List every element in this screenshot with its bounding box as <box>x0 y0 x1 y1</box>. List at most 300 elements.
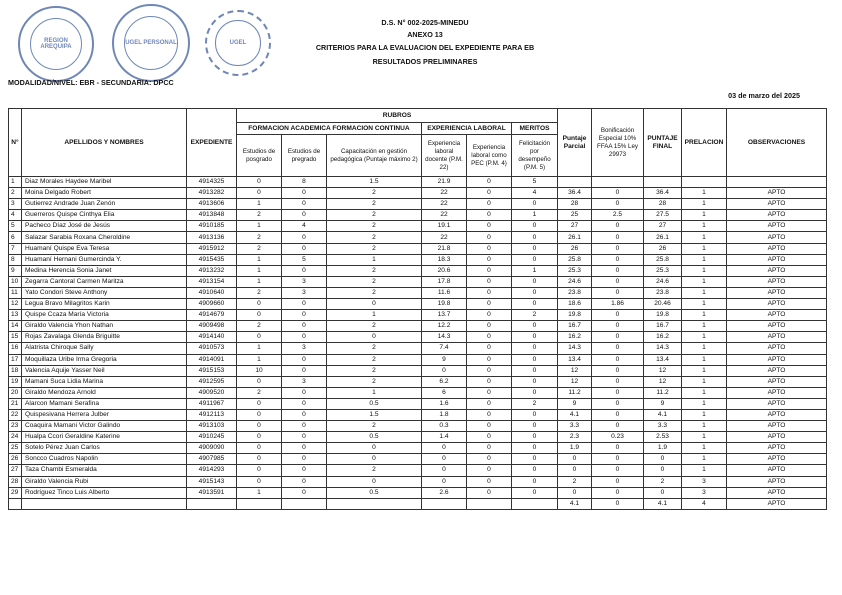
cell-parcial: 23.8 <box>558 287 592 298</box>
cell-expediente: 4913282 <box>187 188 237 199</box>
cell-observaciones: APTO <box>727 365 827 376</box>
cell-capacitacion: 2 <box>327 365 422 376</box>
cell-final: 27 <box>644 221 682 232</box>
cell-posgrado: 0 <box>237 398 282 409</box>
cell-bonificacion: 0 <box>592 465 644 476</box>
cell-parcial: 25.3 <box>558 265 592 276</box>
cell-felicitacion: 0 <box>512 421 558 432</box>
cell-prelacion: 1 <box>682 443 727 454</box>
table-row <box>9 265 827 276</box>
table-row <box>9 321 827 332</box>
table-row <box>9 343 827 354</box>
table-row <box>9 443 827 454</box>
cell-pregrado: 0 <box>282 299 327 310</box>
cell-felicitacion: 4 <box>512 188 558 199</box>
cell-exp-docente: 14.3 <box>422 332 467 343</box>
cell-capacitacion: 2 <box>327 232 422 243</box>
cell-expediente: 4910185 <box>187 221 237 232</box>
cell-felicitacion: 0 <box>512 365 558 376</box>
cell-exp-docente: 13.7 <box>422 310 467 321</box>
cell-capacitacion <box>327 498 422 509</box>
cell-observaciones: APTO <box>727 432 827 443</box>
cell-observaciones: APTO <box>727 387 827 398</box>
cell-posgrado: 2 <box>237 387 282 398</box>
table-row <box>9 387 827 398</box>
cell-observaciones: APTO <box>727 443 827 454</box>
cell-bonificacion: 0 <box>592 354 644 365</box>
cell-parcial: 18.6 <box>558 299 592 310</box>
cell-bonificacion: 0 <box>592 254 644 265</box>
cell-prelacion: 1 <box>682 432 727 443</box>
cell-name: Quispesivana Herrera Julber <box>22 409 187 420</box>
cell-pregrado: 0 <box>282 332 327 343</box>
table-row <box>9 210 827 221</box>
annex-title: ANEXO 13 <box>407 30 443 39</box>
cell-observaciones: APTO <box>727 265 827 276</box>
cell-exp-pec: 0 <box>467 376 512 387</box>
cell-observaciones: APTO <box>727 287 827 298</box>
cell-felicitacion <box>512 498 558 509</box>
cell-felicitacion: 1 <box>512 210 558 221</box>
cell-posgrado: 0 <box>237 465 282 476</box>
cell-exp-docente: 1.6 <box>422 398 467 409</box>
cell-name: Legua Bravo Milagritos Karin <box>22 299 187 310</box>
cell-exp-pec: 0 <box>467 443 512 454</box>
cell-num: 28 <box>9 476 22 487</box>
cell-pregrado: 0 <box>282 387 327 398</box>
cell-name: Soncco Cuadros Napolin <box>22 454 187 465</box>
cell-bonificacion: 0 <box>592 332 644 343</box>
cell-prelacion: 1 <box>682 365 727 376</box>
cell-pregrado: 0 <box>282 432 327 443</box>
ugel-stamp <box>112 4 190 82</box>
cell-exp-pec: 0 <box>467 210 512 221</box>
cell-posgrado: 2 <box>237 243 282 254</box>
cell-observaciones: APTO <box>727 310 827 321</box>
cell-final: 28 <box>644 199 682 210</box>
cell-exp-docente: 6.2 <box>422 376 467 387</box>
cell-bonificacion: 0 <box>592 421 644 432</box>
cell-expediente: 4909520 <box>187 387 237 398</box>
cell-posgrado: 0 <box>237 188 282 199</box>
cell-num: 12 <box>9 299 22 310</box>
cell-name: Hualpa Ccori Geraldine Katerine <box>22 432 187 443</box>
cell-felicitacion: 0 <box>512 254 558 265</box>
cell-expediente: 4914091 <box>187 354 237 365</box>
cell-num: 17 <box>9 354 22 365</box>
table-row <box>9 177 827 188</box>
cell-prelacion: 1 <box>682 387 727 398</box>
cell-bonificacion: 0 <box>592 221 644 232</box>
col-header-prelacion: PRELACION <box>682 109 727 177</box>
cell-observaciones: APTO <box>727 254 827 265</box>
results-table <box>8 108 827 510</box>
cell-num: 7 <box>9 243 22 254</box>
cell-capacitacion: 2 <box>327 343 422 354</box>
cell-pregrado: 0 <box>282 398 327 409</box>
cell-exp-docente: 9 <box>422 354 467 365</box>
cell-posgrado: 0 <box>237 443 282 454</box>
cell-parcial <box>558 177 592 188</box>
cell-expediente: 4913606 <box>187 199 237 210</box>
cell-name: Alatrista Chiroque Sally <box>22 343 187 354</box>
cell-pregrado: 3 <box>282 287 327 298</box>
cell-exp-docente: 17.8 <box>422 276 467 287</box>
cell-felicitacion: 0 <box>512 487 558 498</box>
cell-parcial: 36.4 <box>558 188 592 199</box>
cell-capacitacion: 2 <box>327 221 422 232</box>
cell-felicitacion: 0 <box>512 199 558 210</box>
cell-final: 20.46 <box>644 299 682 310</box>
cell-posgrado: 1 <box>237 221 282 232</box>
cell-felicitacion: 2 <box>512 398 558 409</box>
cell-name: Huamaní Quispe Eva Teresa <box>22 243 187 254</box>
cell-exp-pec: 0 <box>467 454 512 465</box>
cell-pregrado <box>282 498 327 509</box>
cell-bonificacion: 0 <box>592 398 644 409</box>
cell-observaciones: APTO <box>727 332 827 343</box>
cell-felicitacion: 0 <box>512 376 558 387</box>
table-row <box>9 188 827 199</box>
cell-exp-docente: 22 <box>422 188 467 199</box>
cell-posgrado: 0 <box>237 310 282 321</box>
cell-parcial: 12 <box>558 376 592 387</box>
cell-name: Medina Herencia Sonia Janet <box>22 265 187 276</box>
cell-exp-pec: 0 <box>467 254 512 265</box>
cell-exp-docente: 1.8 <box>422 409 467 420</box>
cell-bonificacion: 0.23 <box>592 432 644 443</box>
cell-exp-pec: 0 <box>467 387 512 398</box>
cell-observaciones: APTO <box>727 321 827 332</box>
cell-num: 2 <box>9 188 22 199</box>
cell-prelacion: 1 <box>682 409 727 420</box>
cell-exp-docente: 18.3 <box>422 254 467 265</box>
cell-pregrado: 0 <box>282 243 327 254</box>
cell-bonificacion: 0 <box>592 199 644 210</box>
cell-final: 1.9 <box>644 443 682 454</box>
cell-pregrado: 0 <box>282 210 327 221</box>
cell-name: Gutierrez Andrade Juan Zenón <box>22 199 187 210</box>
cell-posgrado <box>237 498 282 509</box>
cell-felicitacion: 0 <box>512 465 558 476</box>
cell-bonificacion: 0 <box>592 232 644 243</box>
table-row <box>9 254 827 265</box>
cell-expediente: 4913232 <box>187 265 237 276</box>
col-header-names: APELLIDOS Y NOMBRES <box>22 109 187 177</box>
cell-num: 3 <box>9 199 22 210</box>
cell-final: 25.8 <box>644 254 682 265</box>
cell-num: 13 <box>9 310 22 321</box>
cell-capacitacion: 0 <box>327 476 422 487</box>
cell-capacitacion: 2 <box>327 199 422 210</box>
cell-exp-docente: 2.6 <box>422 487 467 498</box>
cell-observaciones: APTO <box>727 421 827 432</box>
cell-parcial: 4.1 <box>558 409 592 420</box>
cell-exp-pec: 0 <box>467 365 512 376</box>
cell-observaciones: APTO <box>727 343 827 354</box>
cell-parcial: 24.6 <box>558 276 592 287</box>
cell-pregrado: 0 <box>282 310 327 321</box>
table-row <box>9 299 827 310</box>
cell-posgrado: 0 <box>237 177 282 188</box>
cell-capacitacion: 2 <box>327 376 422 387</box>
cell-num: 15 <box>9 332 22 343</box>
table-row <box>9 232 827 243</box>
cell-pregrado: 0 <box>282 188 327 199</box>
cell-observaciones: APTO <box>727 299 827 310</box>
cell-posgrado: 0 <box>237 376 282 387</box>
cell-exp-pec: 0 <box>467 287 512 298</box>
col-header-expediente: EXPEDIENTE <box>187 109 237 177</box>
cell-final: 3.3 <box>644 421 682 432</box>
cell-observaciones: APTO <box>727 465 827 476</box>
cell-pregrado: 8 <box>282 177 327 188</box>
cell-posgrado: 1 <box>237 487 282 498</box>
table-row <box>9 476 827 487</box>
cell-prelacion: 3 <box>682 476 727 487</box>
cell-final: 2 <box>644 476 682 487</box>
table-row <box>9 398 827 409</box>
cell-name: Zegarra Cantoral Carmen Maritza <box>22 276 187 287</box>
cell-bonificacion: 0 <box>592 287 644 298</box>
cell-expediente <box>187 498 237 509</box>
cell-exp-docente: 7.4 <box>422 343 467 354</box>
cell-final: 36.4 <box>644 188 682 199</box>
cell-parcial: 14.3 <box>558 343 592 354</box>
cell-num: 4 <box>9 210 22 221</box>
cell-prelacion: 3 <box>682 487 727 498</box>
region-stamp <box>18 6 94 82</box>
cell-name: Giraldo Mendoza Arnold <box>22 387 187 398</box>
col-header-exp-docente: Experiencia laboral docente (P.M. 22) <box>422 135 467 177</box>
cell-expediente: 4914679 <box>187 310 237 321</box>
cell-final: 13.4 <box>644 354 682 365</box>
cell-posgrado: 0 <box>237 454 282 465</box>
cell-capacitacion: 0 <box>327 332 422 343</box>
cell-pregrado: 0 <box>282 476 327 487</box>
cell-exp-pec <box>467 498 512 509</box>
cell-posgrado: 0 <box>237 299 282 310</box>
cell-name: Yato Condori Steve Anthony <box>22 287 187 298</box>
cell-bonificacion: 0 <box>592 188 644 199</box>
cell-prelacion: 1 <box>682 210 727 221</box>
cell-bonificacion: 0 <box>592 409 644 420</box>
cell-exp-docente: 0.3 <box>422 421 467 432</box>
cell-exp-pec: 0 <box>467 232 512 243</box>
cell-exp-docente: 22 <box>422 199 467 210</box>
cell-exp-pec: 0 <box>467 243 512 254</box>
cell-felicitacion: 0 <box>512 343 558 354</box>
cell-expediente: 4913154 <box>187 276 237 287</box>
cell-exp-pec: 0 <box>467 221 512 232</box>
cell-expediente: 4915912 <box>187 243 237 254</box>
cell-felicitacion: 0 <box>512 454 558 465</box>
cell-final: 26.1 <box>644 232 682 243</box>
cell-expediente: 4915153 <box>187 365 237 376</box>
cell-exp-docente: 0 <box>422 476 467 487</box>
cell-posgrado: 10 <box>237 365 282 376</box>
cell-pregrado: 0 <box>282 365 327 376</box>
cell-exp-docente: 22 <box>422 232 467 243</box>
cell-observaciones: APTO <box>727 210 827 221</box>
cell-parcial: 26 <box>558 243 592 254</box>
table-row <box>9 454 827 465</box>
cell-name: Salazar Sarabia Roxana Cheroldine <box>22 232 187 243</box>
cell-exp-docente: 20.6 <box>422 265 467 276</box>
cell-parcial: 28 <box>558 199 592 210</box>
cell-prelacion: 1 <box>682 254 727 265</box>
table-row <box>9 332 827 343</box>
cell-name: Guerreros Quispe Cinthya Elia <box>22 210 187 221</box>
cell-prelacion: 1 <box>682 343 727 354</box>
cell-name: Pacheco Díaz José de Jesús <box>22 221 187 232</box>
table-row <box>9 243 827 254</box>
cell-parcial: 26.1 <box>558 232 592 243</box>
cell-num: 27 <box>9 465 22 476</box>
table-row <box>9 287 827 298</box>
col-header-capacitacion: Capacitación en gestión pedagógica (Puntaje máximo 2) <box>327 135 422 177</box>
table-row <box>9 498 827 509</box>
cell-final: 12 <box>644 365 682 376</box>
cell-prelacion: 1 <box>682 232 727 243</box>
cell-felicitacion: 0 <box>512 409 558 420</box>
cell-final: 27.5 <box>644 210 682 221</box>
cell-expediente: 4910640 <box>187 287 237 298</box>
cell-parcial: 2.3 <box>558 432 592 443</box>
cell-pregrado: 0 <box>282 421 327 432</box>
cell-felicitacion: 0 <box>512 354 558 365</box>
cell-felicitacion: 0 <box>512 243 558 254</box>
table-row <box>9 221 827 232</box>
cell-capacitacion: 1.5 <box>327 409 422 420</box>
cell-exp-pec: 0 <box>467 487 512 498</box>
cell-expediente: 4911967 <box>187 398 237 409</box>
cell-bonificacion: 0 <box>592 310 644 321</box>
cell-prelacion: 1 <box>682 398 727 409</box>
cell-felicitacion: 0 <box>512 276 558 287</box>
cell-exp-docente: 0 <box>422 443 467 454</box>
cell-posgrado: 1 <box>237 354 282 365</box>
cell-capacitacion: 1.5 <box>327 177 422 188</box>
cell-name: Rojas Zavalaga Glenda Briguitte <box>22 332 187 343</box>
table-row <box>9 354 827 365</box>
table-row <box>9 376 827 387</box>
cell-capacitacion: 2 <box>327 421 422 432</box>
cell-exp-docente: 11.6 <box>422 287 467 298</box>
cell-num: 19 <box>9 376 22 387</box>
cell-pregrado: 0 <box>282 321 327 332</box>
cell-capacitacion: 0.5 <box>327 487 422 498</box>
cell-expediente: 4912595 <box>187 376 237 387</box>
cell-name: Sotelo Pérez Juan Carlos <box>22 443 187 454</box>
cell-num: 9 <box>9 265 22 276</box>
cell-observaciones: APTO <box>727 454 827 465</box>
cell-bonificacion: 1.86 <box>592 299 644 310</box>
cell-expediente: 4912113 <box>187 409 237 420</box>
cell-felicitacion: 5 <box>512 177 558 188</box>
cell-exp-docente: 1.4 <box>422 432 467 443</box>
cell-num: 5 <box>9 221 22 232</box>
cell-observaciones: APTO <box>727 409 827 420</box>
cell-num: 26 <box>9 454 22 465</box>
cell-final: 25.3 <box>644 265 682 276</box>
cell-prelacion: 1 <box>682 243 727 254</box>
document-date: 03 de marzo del 2025 <box>728 91 800 100</box>
cell-parcial: 2 <box>558 476 592 487</box>
cell-expediente: 4913136 <box>187 232 237 243</box>
cell-capacitacion: 2 <box>327 321 422 332</box>
cell-expediente: 4907985 <box>187 454 237 465</box>
cell-bonificacion: 0 <box>592 276 644 287</box>
cell-num: 10 <box>9 276 22 287</box>
cell-name: Quispe Ccaza María Victoria <box>22 310 187 321</box>
group-header-formacion: FORMACION ACADEMICA FORMACION CONTINUA <box>237 123 422 135</box>
cell-observaciones: APTO <box>727 276 827 287</box>
cell-parcial: 25 <box>558 210 592 221</box>
table-row <box>9 432 827 443</box>
cell-name: Coaquira Mamani Victor Galindo <box>22 421 187 432</box>
cell-exp-docente: 22 <box>422 210 467 221</box>
cell-exp-docente: 12.2 <box>422 321 467 332</box>
cell-pregrado: 0 <box>282 454 327 465</box>
cell-expediente: 4910573 <box>187 343 237 354</box>
cell-capacitacion: 1 <box>327 254 422 265</box>
cell-prelacion: 1 <box>682 310 727 321</box>
cell-num: 29 <box>9 487 22 498</box>
table-row <box>9 310 827 321</box>
cell-capacitacion: 0 <box>327 443 422 454</box>
cell-pregrado: 0 <box>282 487 327 498</box>
cell-expediente: 4909498 <box>187 321 237 332</box>
cell-exp-pec: 0 <box>467 321 512 332</box>
cell-observaciones: APTO <box>727 487 827 498</box>
cell-exp-pec: 0 <box>467 310 512 321</box>
cell-name: Giraldo Valencia Rubi <box>22 476 187 487</box>
cell-parcial: 4.1 <box>558 498 592 509</box>
cell-name: Giraldo Valencia Yhon Nathan <box>22 321 187 332</box>
cell-exp-pec: 0 <box>467 265 512 276</box>
cell-bonificacion: 0 <box>592 476 644 487</box>
cell-exp-docente: 0 <box>422 465 467 476</box>
cell-num: 25 <box>9 443 22 454</box>
cell-expediente: 4913591 <box>187 487 237 498</box>
cell-observaciones: APTO <box>727 232 827 243</box>
cell-num: 20 <box>9 387 22 398</box>
cell-expediente: 4915143 <box>187 476 237 487</box>
col-header-final: PUNTAJE FINAL <box>644 109 682 177</box>
cell-prelacion: 1 <box>682 188 727 199</box>
cell-capacitacion: 0.5 <box>327 432 422 443</box>
cell-bonificacion: 0 <box>592 376 644 387</box>
cell-num: 6 <box>9 232 22 243</box>
cell-capacitacion: 0.5 <box>327 398 422 409</box>
cell-name: Huamaní Hernani Gumercinda Y. <box>22 254 187 265</box>
cell-prelacion: 1 <box>682 421 727 432</box>
cell-posgrado: 2 <box>237 210 282 221</box>
cell-pregrado: 0 <box>282 465 327 476</box>
cell-pregrado: 0 <box>282 232 327 243</box>
cell-num: 23 <box>9 421 22 432</box>
cell-parcial: 16.2 <box>558 332 592 343</box>
cell-final: 23.8 <box>644 287 682 298</box>
col-header-felicitacion: Felicitación por desempeño (P.M. 5) <box>512 135 558 177</box>
cell-name: Moina Delgado Robert <box>22 188 187 199</box>
cell-capacitacion: 2 <box>327 465 422 476</box>
cell-final: 0 <box>644 454 682 465</box>
cell-felicitacion: 2 <box>512 310 558 321</box>
cell-observaciones: APTO <box>727 221 827 232</box>
cell-expediente: 4913848 <box>187 210 237 221</box>
